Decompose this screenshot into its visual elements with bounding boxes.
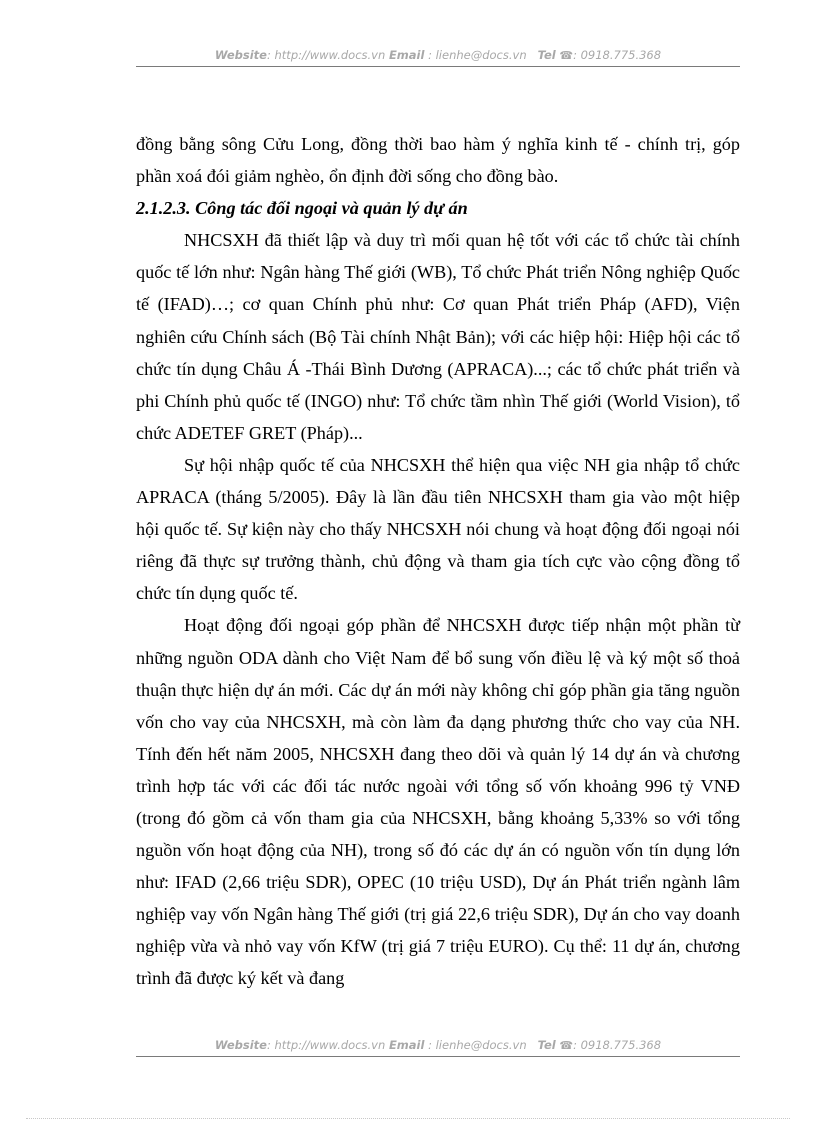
footer-divider <box>136 1056 740 1057</box>
footer-email-link[interactable]: : lienhe@docs.vn <box>424 1038 527 1052</box>
footer-website-link[interactable]: : http://www.docs.vn <box>266 1038 386 1052</box>
telephone-icon: ☎ <box>559 49 574 62</box>
section-heading: 2.1.2.3. Công tác đối ngoại và quản lý dự án <box>136 198 468 219</box>
footer-website-label: Website <box>214 1038 267 1052</box>
header-tel-value: : 0918.775.368 <box>573 48 662 62</box>
telephone-icon: ☎ <box>559 1039 574 1052</box>
header-website-link[interactable]: : http://www.docs.vn <box>266 48 386 62</box>
header-tel-label: Tel <box>537 48 556 62</box>
header-email-link[interactable]: : lienhe@docs.vn <box>424 48 527 62</box>
header-divider <box>136 66 740 67</box>
page-edge <box>26 1118 790 1123</box>
footer-email-label: Email <box>388 1038 425 1052</box>
page-header <box>136 48 740 64</box>
paragraph-continuation: đồng bằng sông Cửu Long, đồng thời bao hàm ý nghĩa kinh tế - chính trị, góp phần xoá đói giảm nghèo, ổn định đời sống cho đồng bào. <box>136 134 740 187</box>
footer-tel-value: : 0918.775.368 <box>573 1038 662 1052</box>
paragraph: NHCSXH đã thiết lập và duy trì mối quan hệ tốt với các tổ chức tài chính quốc tế lớn như: Ngân hàng Thế giới (WB), Tổ chức Phát triển Nông nghiệp Quốc tế (IFAD)…; cơ quan Chính phủ như: Cơ quan Phát triển Pháp (AFD), Viện nghiên cứu Chính sách (Bộ Tài chính Nhật Bản); với các hiệp hội: Hiệp hội các tổ chức tín dụng Châu Á -Thái Bình Dương (APRACA)...; các tổ chức phát triển và phi Chính phủ quốc tế (INGO) như: Tổ chức tầm nhìn Thế giới (World Vision), tổ chức ADETEF GRET (Pháp)... <box>136 230 740 443</box>
paragraph: Hoạt động đối ngoại góp phần để NHCSXH được tiếp nhận một phần từ những nguồn ODA dành cho Việt Nam để bổ sung vốn điều lệ và ký một số thoả thuận thực hiện dự án mới. Các dự án mới này không chỉ góp phần gia tăng nguồn vốn cho vay của NHCSXH, mà còn làm đa dạng phương thức cho vay của NH. Tính đến hết năm 2005, NHCSXH đang theo dõi và quản lý 14 dự án và chương trình hợp tác với các đối tác nước ngoài với tổng số vốn khoảng 996 tỷ VNĐ (trong đó gồm cả vốn tham gia của NHCSXH, bằng khoảng 5,33% so với tổng nguồn vốn hoạt động của NH), trong số đó các dự án có nguồn vốn tín dụng lớn như: IFAD (2,66 triệu SDR), OPEC (10 triệu USD), Dự án Phát triển ngành lâm nghiệp vay vốn Ngân hàng Thế giới (trị giá 22,6 triệu SDR), Dự án cho vay doanh nghiệp vừa và nhỏ vay vốn KfW (trị giá 7 triệu EURO). Cụ thể: 11 dự án, chương trình đã được ký kết và đang <box>136 615 740 989</box>
footer-tel-label: Tel <box>537 1038 556 1052</box>
header-email-label: Email <box>388 48 425 62</box>
document-body <box>136 128 740 995</box>
header-website-label: Website <box>214 48 267 62</box>
page-footer <box>136 1038 740 1054</box>
paragraph: Sự hội nhập quốc tế của NHCSXH thể hiện qua việc NH gia nhập tổ chức APRACA (tháng 5/2005). Đây là lần đầu tiên NHCSXH tham gia vào một hiệp hội quốc tế. Sự kiện này cho thấy NHCSXH nói chung và hoạt động đối ngoại nói riêng đã thực sự trưởng thành, chủ động và tham gia tích cực vào cộng đồng tổ chức tín dụng quốc tế. <box>136 454 740 604</box>
